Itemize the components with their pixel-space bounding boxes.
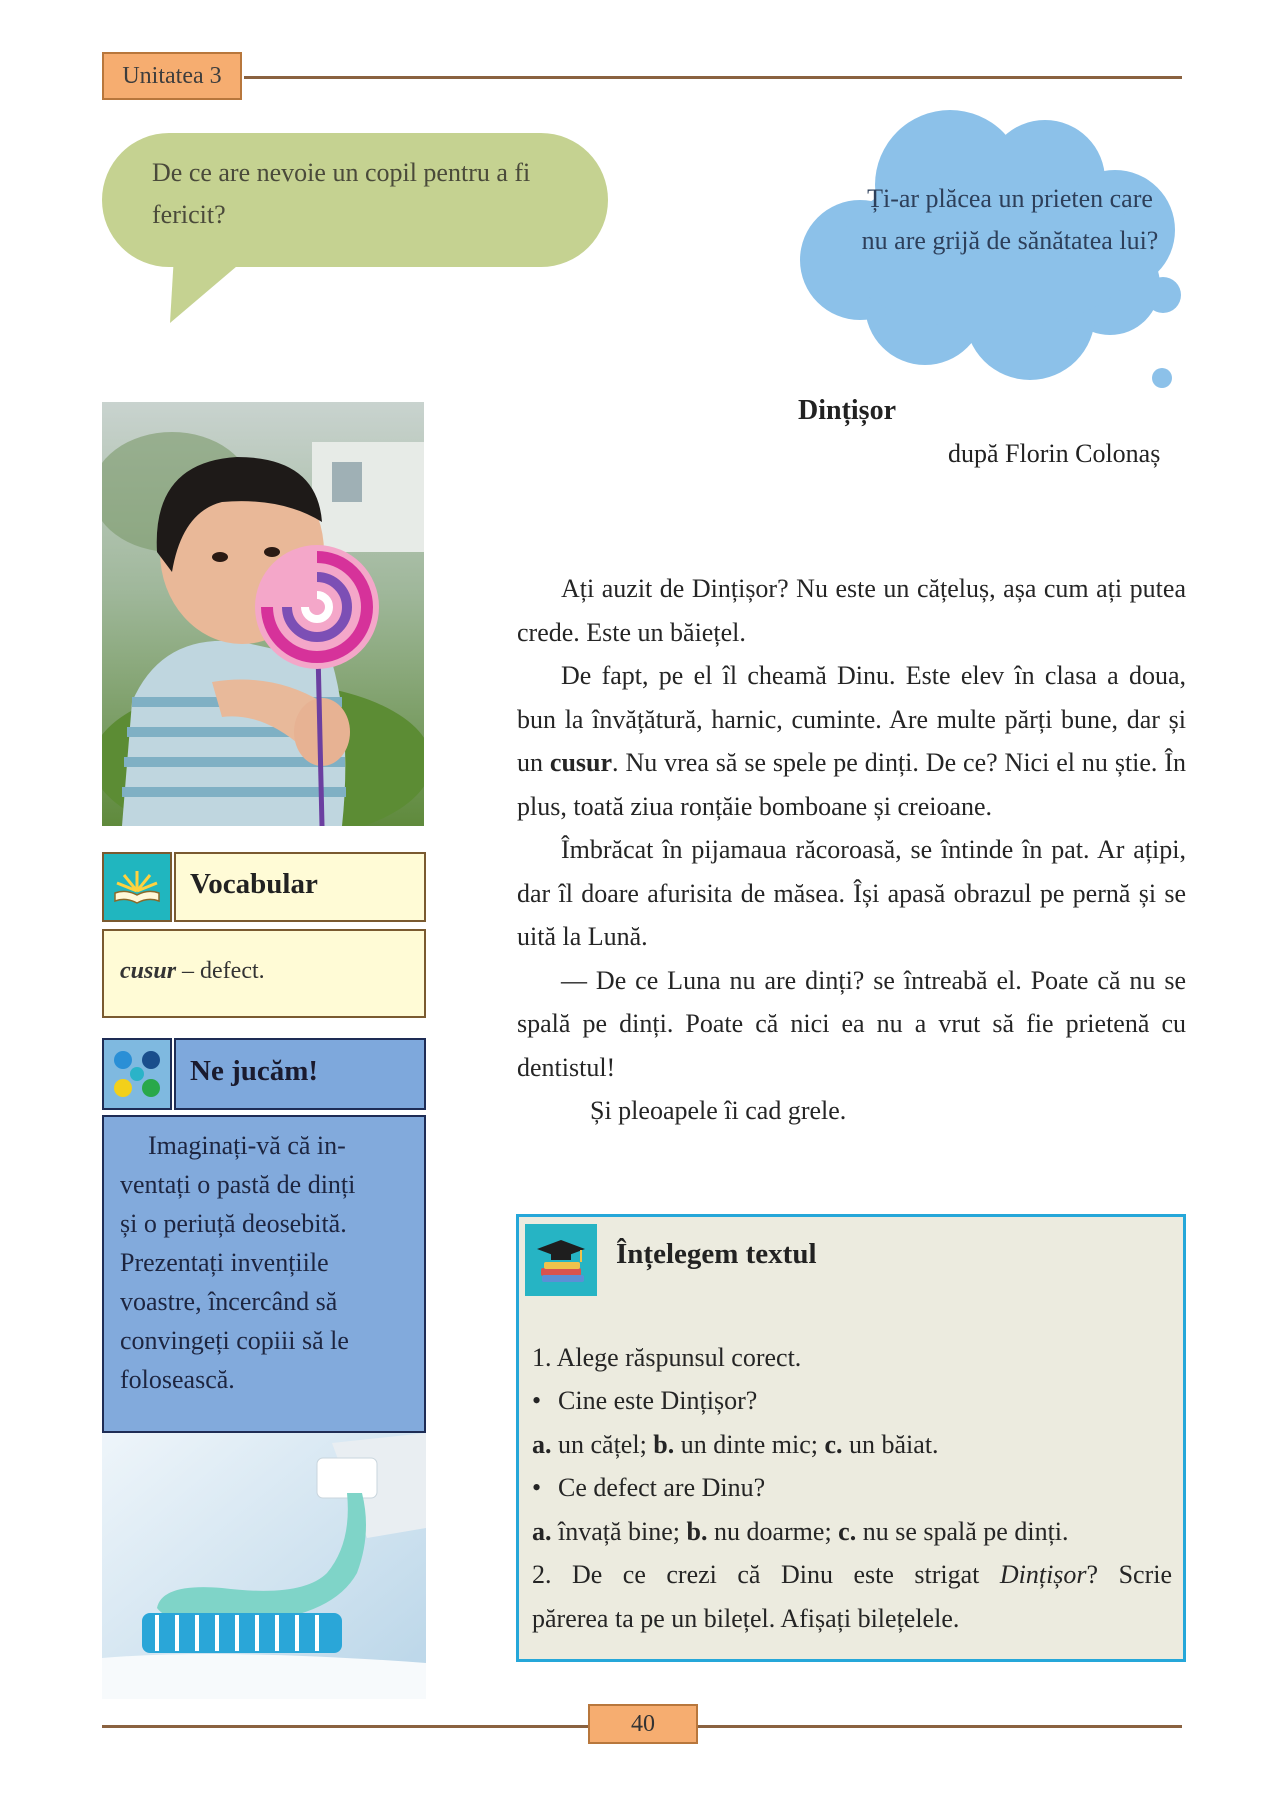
story-text bbox=[517, 567, 1186, 1133]
game-line: Prezentați invențiile bbox=[120, 1248, 329, 1277]
bullet-icon: • bbox=[532, 1473, 542, 1502]
comprehension-title: Înțelegem textul bbox=[616, 1238, 817, 1270]
vocabulary-meaning: – defect. bbox=[176, 958, 265, 984]
thought-cloud-text: Ți-ar plăcea un prieten care nu are grijă de sănătatea lui? bbox=[861, 184, 1159, 255]
game-line: convingeți copiii să le bbox=[120, 1326, 349, 1355]
story-author: după Florin Colonaș bbox=[948, 439, 1161, 468]
vocabulary-definition bbox=[120, 958, 265, 985]
story-paragraph: Ați auzit de Dințișor? Nu este un cățeluș, așa cum ați putea crede. Este un băiețel. bbox=[517, 574, 1186, 647]
game-line: voastre, încercând să bbox=[120, 1287, 338, 1316]
story-paragraph: — De ce Luna nu are dinți? se întreabă el. Poate că nu se spală pe dinți. Poate că nici ea nu a vrut să fie prietenă cu dentistul! bbox=[517, 965, 1186, 1082]
question-1b-options: a. învață bine; b. nu doarme; c. nu se spală pe dinți. bbox=[532, 1517, 1069, 1546]
story-paragraph: Îmbrăcat în pijamaua răcoroasă, se întinde în pat. Ar ațipi, dar îl doare afurisita de măsea. Își apasă obrazul pe pernă și se uită la Lună. bbox=[517, 835, 1186, 951]
child-lollipop-photo bbox=[102, 402, 424, 826]
footer-rule-right bbox=[698, 1725, 1182, 1728]
speech-bubble-tail bbox=[170, 255, 260, 325]
toothpaste-brush-photo bbox=[102, 1433, 426, 1699]
speech-bubble-text: De ce are nevoie un copil pentru a fi fericit? bbox=[152, 158, 531, 229]
game-line: și o periuță deosebită. bbox=[120, 1209, 347, 1238]
story-bold-word: cusur bbox=[549, 748, 613, 777]
book-icon bbox=[102, 852, 172, 922]
vocabulary-title: Vocabular bbox=[190, 868, 318, 900]
hands-icon bbox=[102, 1038, 172, 1110]
header-rule bbox=[244, 76, 1182, 79]
bullet-icon: • bbox=[532, 1386, 542, 1415]
game-line: Imaginați-vă că in- bbox=[148, 1131, 346, 1160]
vocabulary-term: cusur bbox=[120, 958, 177, 984]
question-1a: • Cine este Dințișor? bbox=[532, 1386, 758, 1415]
story-paragraph: Și pleoapele îi cad grele. bbox=[590, 1096, 847, 1125]
question-2-line2: părerea ta pe un bilețel. Afișați bilețelele. bbox=[532, 1604, 960, 1633]
unit-label: Unitatea 3 bbox=[102, 52, 242, 100]
question-1a-options: a. un cățel; b. un dinte mic; c. un băiat. bbox=[532, 1430, 939, 1459]
page-number: 40 bbox=[588, 1704, 698, 1744]
game-line: ventați o pastă de dinți bbox=[120, 1170, 356, 1199]
question-1b: • Ce defect are Dinu? bbox=[532, 1473, 766, 1502]
question-2: 2. De ce crezi că Dinu este strigat Dințișor? Scrie bbox=[532, 1560, 1173, 1589]
game-line: folosească. bbox=[120, 1365, 235, 1394]
footer-rule-left bbox=[102, 1725, 588, 1728]
game-instructions bbox=[120, 1126, 416, 1399]
graduation-cap-icon bbox=[525, 1224, 597, 1296]
story-title: Dințișor bbox=[798, 395, 896, 426]
question-1: 1. Alege răspunsul corect. bbox=[532, 1343, 802, 1372]
game-title: Ne jucăm! bbox=[190, 1055, 319, 1087]
story-paragraph: De fapt, pe el îl cheamă Dinu. Este elev în clasa a doua, bun la învățătură, harnic, cuminte. Are multe părți bune, dar și un cusur. Nu vrea să se spele pe dinți. De ce? Nici el nu știe. În plus, toată ziua ronțăie bomboane și creioane. bbox=[517, 661, 1186, 821]
